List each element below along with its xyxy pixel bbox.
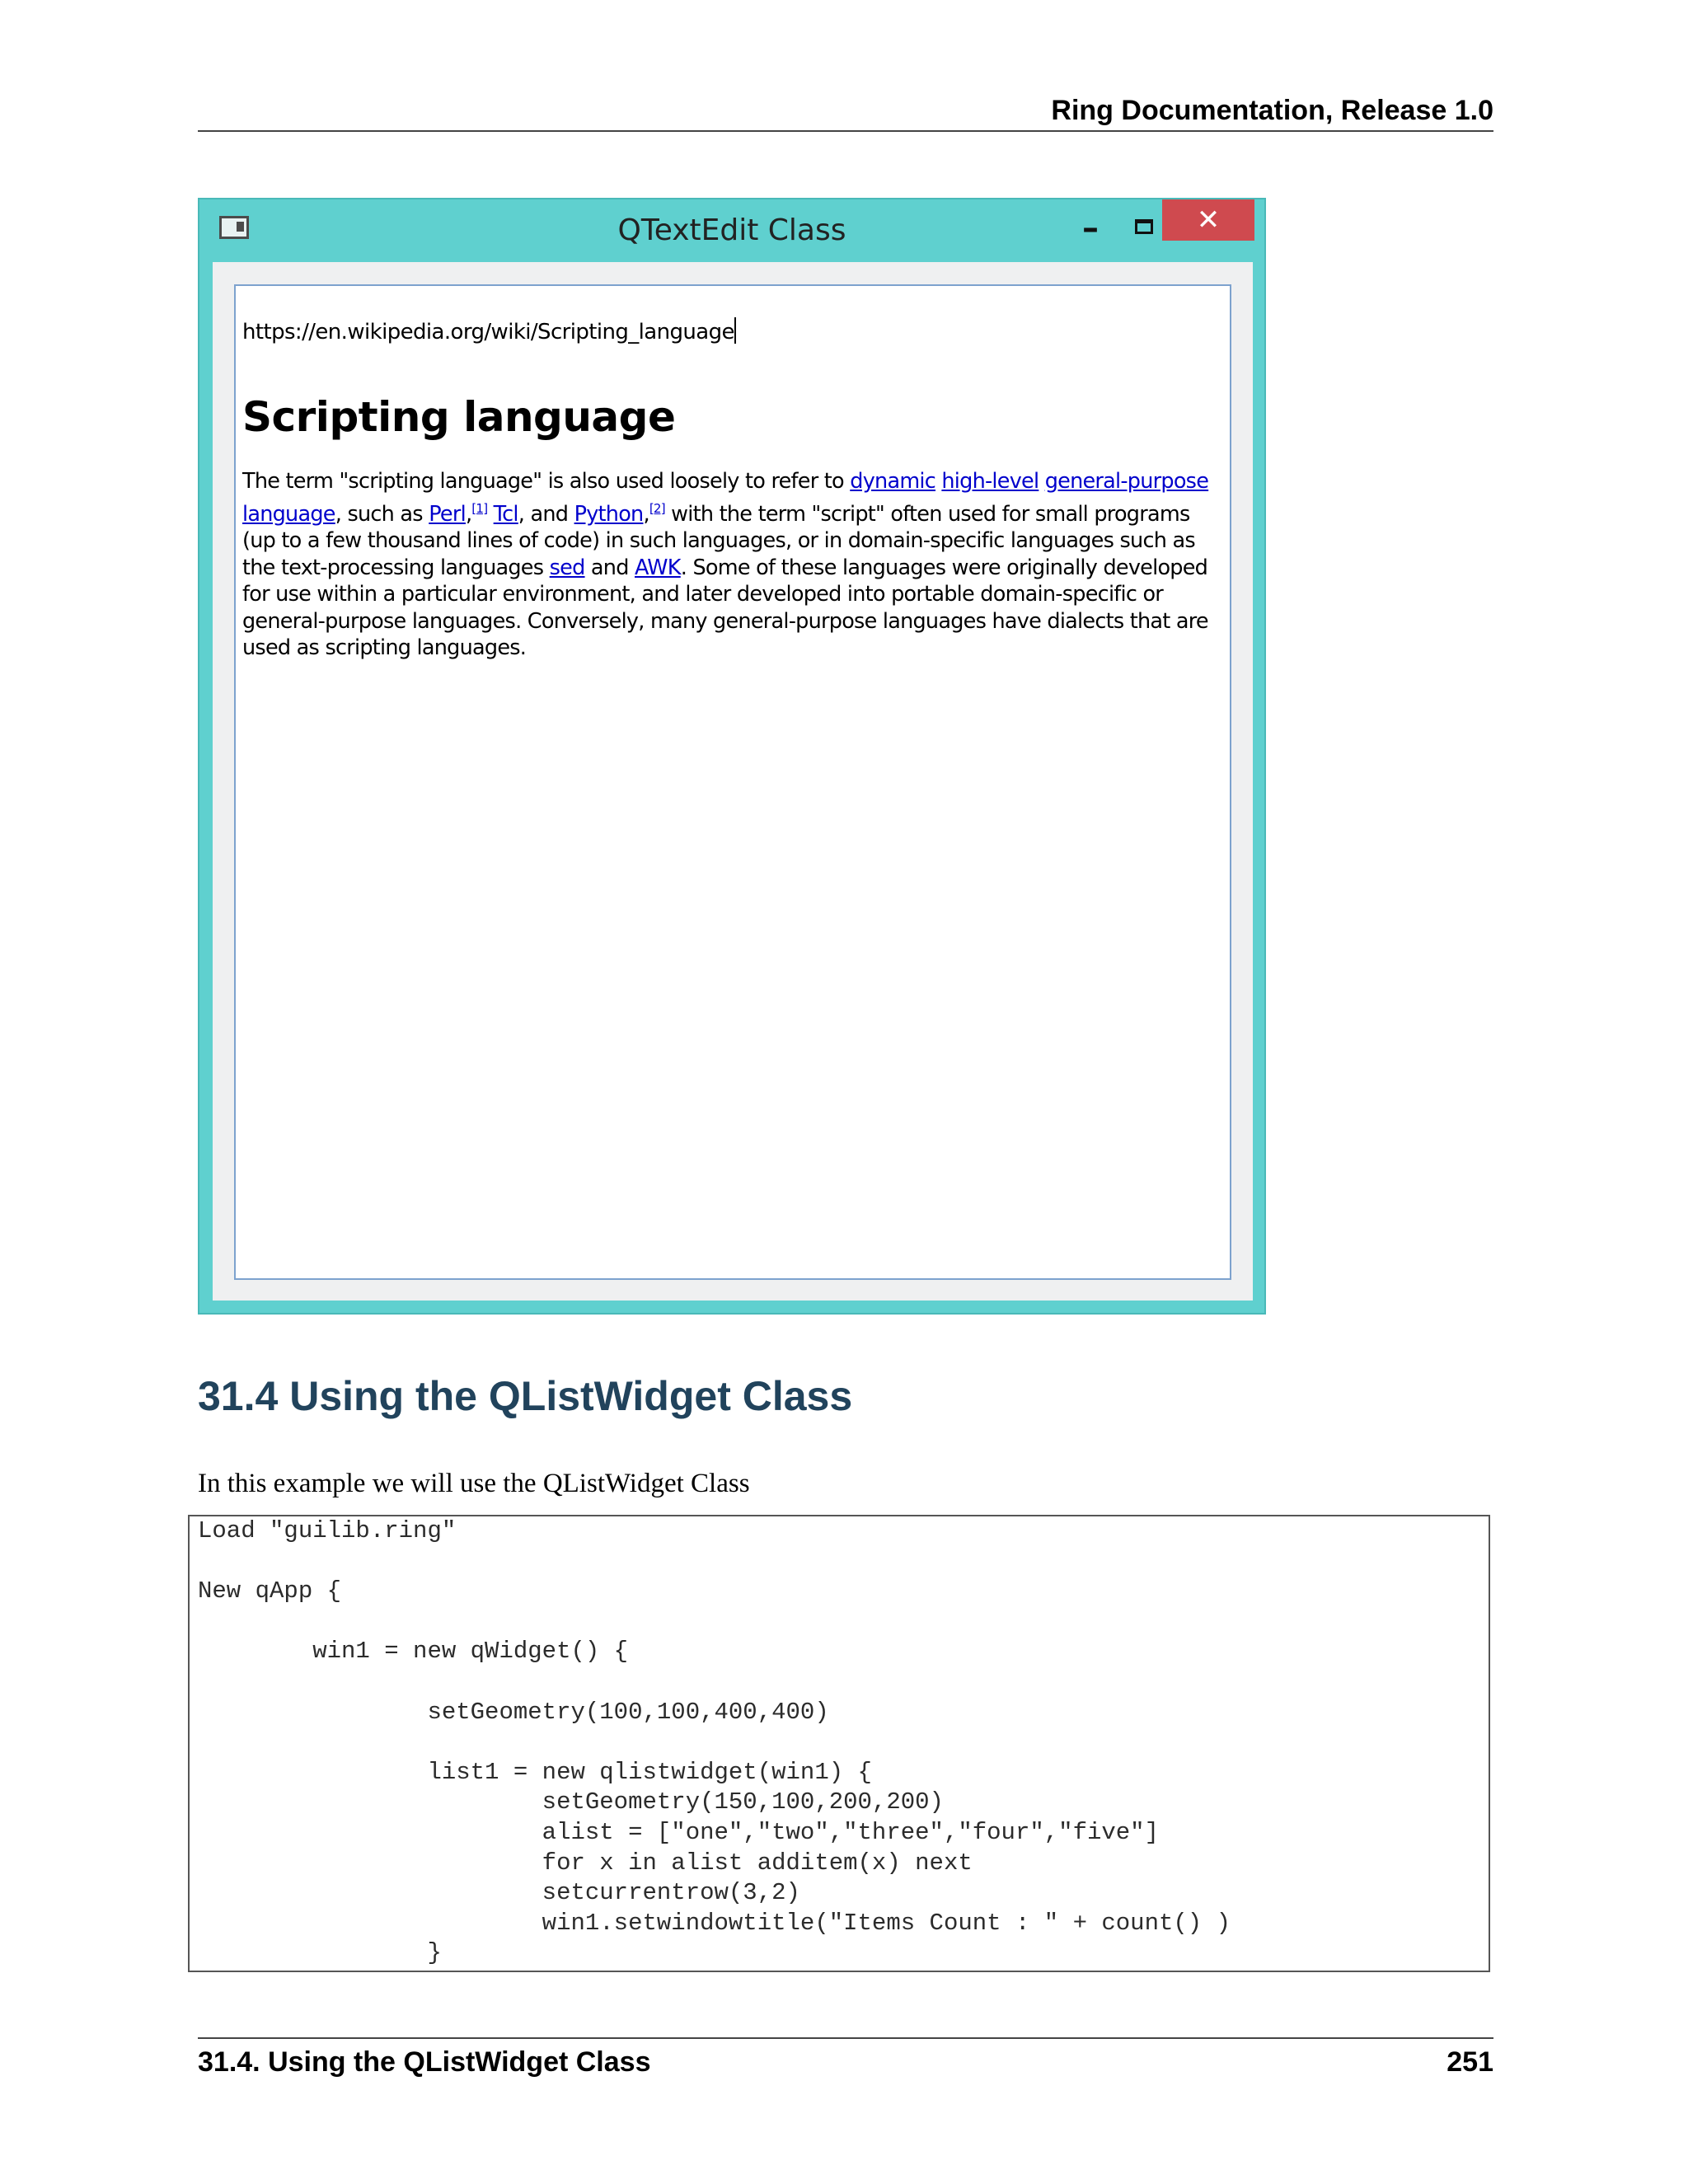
minimize-icon[interactable]: – (1082, 209, 1099, 247)
space (487, 502, 493, 527)
footer-section-title: 31.4. Using the QListWidget Class (198, 2046, 651, 2078)
window-client-area (213, 262, 1253, 1301)
close-icon[interactable]: ✕ (1162, 199, 1254, 241)
section-title: 31.4 Using the QListWidget Class (198, 1373, 853, 1419)
link-python[interactable]: Python (574, 501, 644, 527)
link-sed[interactable]: sed (549, 555, 585, 580)
window-titlebar (199, 199, 1264, 262)
footer-rule (198, 2037, 1493, 2039)
link-tcl[interactable]: Tcl (493, 501, 518, 527)
article-paragraph (242, 468, 1215, 662)
page-number: 251 (1447, 2046, 1493, 2078)
link-high-level[interactable]: high-level (941, 469, 1039, 494)
text-cursor (734, 317, 736, 344)
reference-1[interactable]: [1] (471, 500, 488, 516)
para-text: , (643, 501, 649, 527)
link-dynamic[interactable]: dynamic (850, 469, 936, 494)
article-heading: Scripting language (242, 393, 676, 441)
para-text: , and (518, 501, 574, 527)
link-general-purpose-language[interactable]: general-purpose language (242, 469, 1209, 527)
link-awk[interactable]: AWK (635, 555, 681, 580)
code-block (188, 1515, 1490, 1972)
running-header: Ring Documentation, Release 1.0 (1051, 95, 1493, 126)
text-edit[interactable] (234, 284, 1231, 1280)
section-intro: In this example we will use the QListWidget Class (198, 1469, 750, 1498)
qtextedit-window-screenshot (198, 198, 1266, 1315)
url-line (242, 317, 1223, 346)
para-text: with the term "script" often used for small programs (up to a few thousand lines of code) in such languages, or in domain-specific languages such as the text-processing languages (242, 501, 1195, 580)
code-listing: Load "guilib.ring" New qApp { win1 = new qWidget() { setGeometry(100,100,400,400) list1 = new qlistwidget(win1) { setGeometry(150,100,200,200) alist = ["one","two","three","four","five"] for x in alist additem(x) next setcurrentrow(3,2) win1.setwindowtitle("Items Count : " + count() ) } (198, 1517, 1231, 1967)
link-perl[interactable]: Perl (429, 501, 466, 527)
window-title: QTextEdit Class (617, 213, 846, 247)
para-text: and (584, 555, 635, 580)
url-text: https://en.wikipedia.org/wiki/Scripting_language (242, 320, 734, 344)
para-text: The term "scripting language" is also used loosely to refer to (242, 469, 851, 494)
maximize-icon[interactable] (1124, 209, 1165, 251)
para-text: , such as (335, 501, 429, 527)
para-text: . Some of these languages were originally developed for use within a particular environment, and later developed into portable domain-specific or general-purpose languages. Conversely, many general-purpose languages have dialects that are used as scripting languages. (242, 555, 1208, 660)
space (1039, 469, 1044, 494)
header-rule (198, 130, 1493, 132)
para-text: , (465, 501, 472, 527)
reference-2[interactable]: [2] (649, 500, 665, 516)
